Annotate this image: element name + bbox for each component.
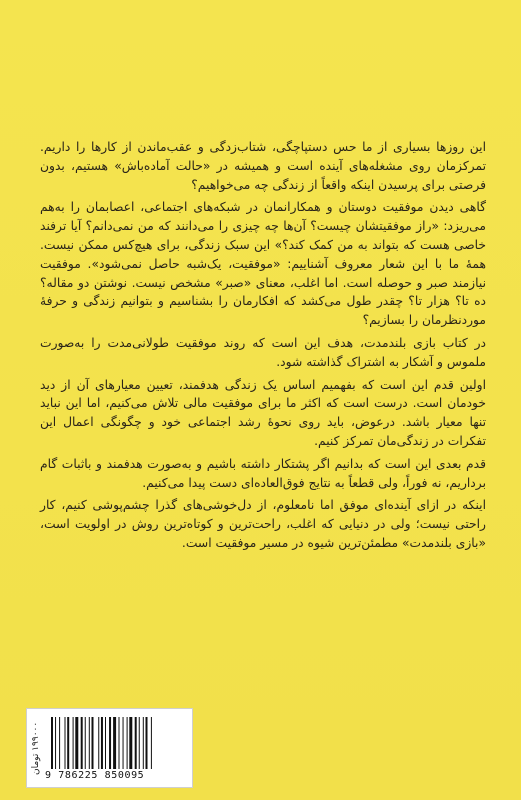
barcode-bar xyxy=(109,717,111,769)
barcode-bar xyxy=(151,717,152,769)
blurb-text xyxy=(40,138,486,557)
barcode-bar xyxy=(127,717,128,769)
barcode-bar xyxy=(73,717,74,769)
barcode-bar xyxy=(101,717,103,769)
price-text: ۱۹۹۰۰۰ تومان xyxy=(31,721,41,775)
barcode-bar xyxy=(89,717,90,769)
barcode-bar xyxy=(65,717,66,769)
isbn-number: 9 786225 850095 xyxy=(45,770,145,781)
barcode-bar xyxy=(85,717,86,769)
blurb-paragraph-3: در کتاب بازی بلندمدت، هدف این است که روند موفقیت طولانی‌مدت را به‌صورت ملموس و آشکار به اشتراک گذاشته شود. xyxy=(40,335,486,369)
barcode-bar xyxy=(146,717,148,769)
barcode-bar xyxy=(98,717,99,769)
barcode-bar xyxy=(51,717,53,769)
barcode-bar xyxy=(55,717,56,769)
barcode-icon xyxy=(51,717,183,769)
barcode-bar xyxy=(139,717,140,769)
barcode-label xyxy=(26,708,193,788)
blurb-paragraph-5: قدم بعدی این است که بدانیم اگر پشتکار داشته باشیم و به‌صورت هدفمند و باثبات گام برداریم، نه فوراً، ولی قطعاً به نتایج فوق‌العاده‌ای دست پیدا می‌کنیم. xyxy=(40,456,486,490)
barcode-bar xyxy=(92,717,94,769)
barcode-bar xyxy=(123,717,124,769)
blurb-paragraph-4: اولین قدم این است که بفهمیم اساس یک زندگی هدفمند، تعیین معیارهای آن از دید خودمان است. درست است که اکثر ما برای موفقیت مالی تلاش می‌کنیم، اما این نباید تنها معیار باشد. درعوض، باید روی نحوهٔ رشد اجتماعی خود و چگونگی اعمال این تفکرات در زندگی‌مان تمرکز کنیم. xyxy=(40,377,486,448)
blurb-paragraph-1: این روزها بسیاری از ما حس دستپاچگی، شتاب‌زدگی و عقب‌ماندن از کارها را داریم. تمرکزمان روی مشغله‌های آینده است و همیشه در «حالت آماده‌باش» هستیم، بدون فرصتی برای پرسیدن اینکه واقعاً از زندگی چه می‌خواهیم؟ xyxy=(40,140,486,192)
barcode-bar xyxy=(129,717,132,769)
barcode-bar xyxy=(135,717,137,769)
barcode-bar xyxy=(59,717,60,769)
barcode-bar xyxy=(113,717,116,769)
barcode-bar xyxy=(143,717,144,769)
barcode-bar xyxy=(75,717,78,769)
barcode-bar xyxy=(81,717,83,769)
barcode-bar xyxy=(105,717,106,769)
barcode-bar xyxy=(119,717,120,769)
blurb-paragraph-2: گاهی دیدن موفقیت دوستان و همکارانمان در شبکه‌های اجتماعی، اعصابمان را به‌هم می‌ریزد: «راز موفقیتشان چیست؟ آن‌ها چه چیزی را می‌دانند که من نمی‌دانم؟ آیا ترفند خاصی هست که بتواند به من کمک کند؟» این سبک زندگی، برای هیچ‌کس ممکن نیست. همهٔ ما با این شعار معروف آشناییم: «موفقیت، یک‌شبه حاصل نمی‌شود». موفقیت نیازمند صبر و حوصله است. اما اغلب، معنای «صبر» مشخص نیست. نوشتن دو مقاله؟ ده تا؟ هزار تا؟ چقدر طول می‌کشد که افکارمان را بشناسیم و بتوانیم زندگی و حرفهٔ موردنظرمان را بسازیم؟ xyxy=(40,200,486,328)
barcode-bar xyxy=(67,717,69,769)
blurb-paragraph-6: اینکه در ازای آینده‌ای موفق اما نامعلوم، از دل‌خوشی‌های گذرا چشم‌پوشی کنیم، کار راحتی نیست؛ ولی در دنیایی که اغلب، راحت‌ترین و کوتاه‌ترین روش در اولویت است، «بازی بلندمدت» مطمئن‌ترین شیوه در مسیر موفقیت است. xyxy=(40,498,486,550)
